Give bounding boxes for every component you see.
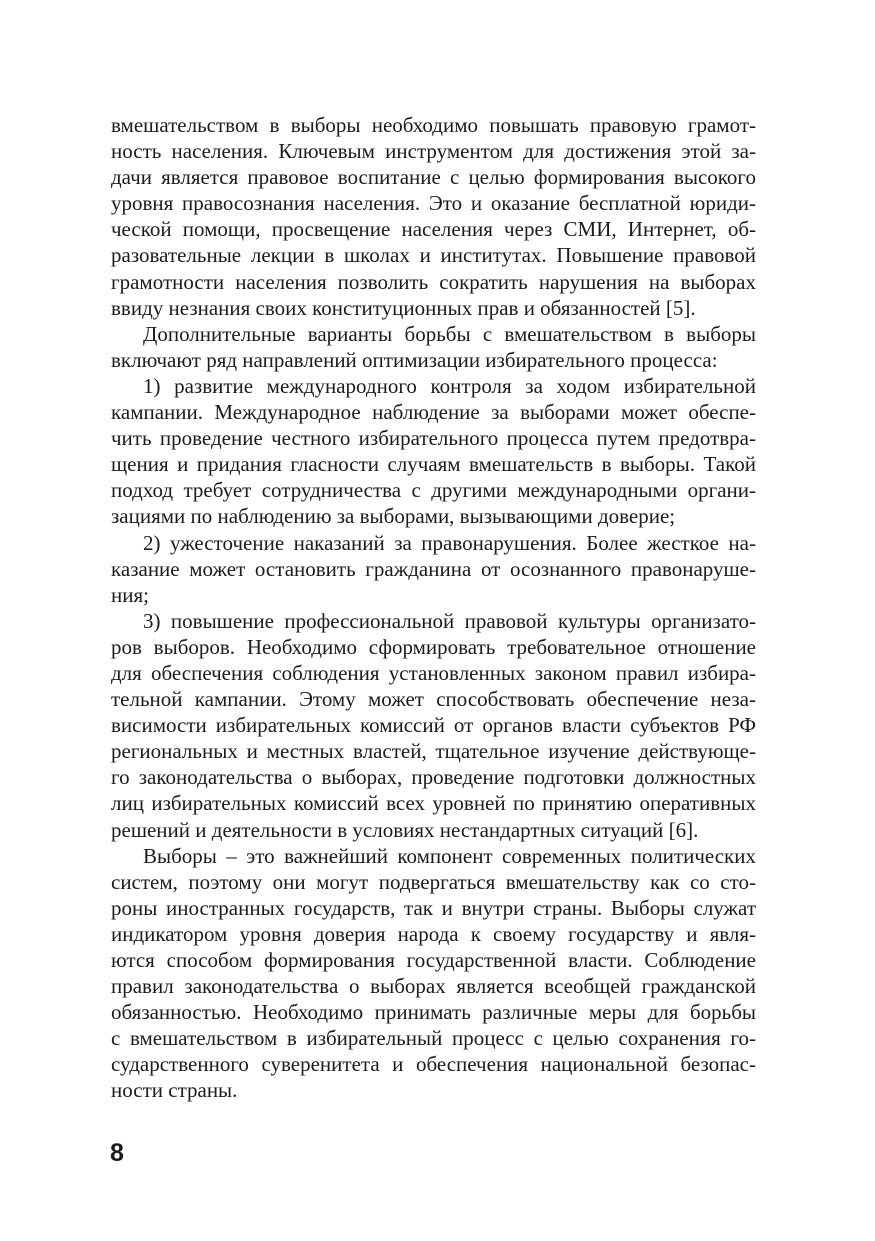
- text-line: висимости избирательных комиссий от органов власти субъектов РФ: [111, 713, 756, 738]
- text-line: тельной кампании. Этому может способствовать обеспечение неза-: [111, 687, 756, 712]
- text-line: 2) ужесточение наказаний за правонарушения. Более жесткое на-: [143, 530, 756, 555]
- page-number: 8: [110, 1139, 124, 1167]
- text-line: Дополнительные варианты борьбы с вмешательством в выборы: [143, 321, 756, 346]
- paragraph: [111, 608, 756, 843]
- text-line: вмешательством в выборы необходимо повышать правовую грамот-: [111, 113, 756, 137]
- text-line: сударственного суверенитета и обеспечения национальной безопас-: [111, 1052, 756, 1077]
- paragraph: [111, 843, 756, 1104]
- text-line: ческой помощи, просвещение населения через СМИ, Интернет, об-: [111, 217, 756, 242]
- text-line: 3) повышение профессиональной правовой культуры организато-: [143, 608, 756, 633]
- body-text: [111, 112, 756, 1104]
- text-line: Выборы – это важнейший компонент современных политических: [143, 843, 756, 868]
- text-line: включают ряд направлений оптимизации избирательного процесса:: [111, 347, 718, 372]
- text-line: подход требует сотрудничества с другими международными органи-: [111, 478, 756, 503]
- text-line: роны иностранных государств, так и внутри страны. Выборы служат: [111, 895, 756, 920]
- text-line: для обеспечения соблюдения установленных законом правил избира-: [111, 660, 756, 685]
- text-line: дачи является правовое воспитание с целью формирования высокого: [111, 165, 756, 190]
- text-line: ния;: [111, 582, 149, 607]
- text-line: ность населения. Ключевым инструментом для достижения этой за-: [111, 139, 756, 164]
- text-line: чить проведение честного избирательного процесса путем предотвра-: [111, 426, 756, 451]
- text-line: обязанностью. Необходимо принимать различные меры для борьбы: [111, 1000, 756, 1025]
- text-line: уровня правосознания населения. Это и оказание бесплатной юриди-: [111, 191, 756, 216]
- text-line: 1) развитие международного контроля за ходом избирательной: [143, 373, 756, 398]
- text-line: лиц избирательных комиссий всех уровней по принятию оперативных: [111, 791, 756, 816]
- text-line: систем, поэтому они могут подвергаться вмешательству как со сто-: [111, 869, 756, 894]
- text-line: ности страны.: [111, 1078, 238, 1103]
- text-line: ются способом формирования государственной власти. Соблюдение: [111, 948, 756, 972]
- text-line: зациями по наблюдению за выборами, вызывающими доверие;: [111, 504, 676, 529]
- text-line: разовательные лекции в школах и институтах. Повышение правовой: [111, 243, 756, 268]
- text-line: кампании. Международное наблюдение за выборами может обеспе-: [111, 400, 756, 425]
- paragraph: [111, 321, 756, 373]
- paragraph: [111, 530, 756, 608]
- text-line: индикатором уровня доверия народа к своему государству и явля-: [111, 921, 756, 946]
- text-line: решений и деятельности в условиях нестандартных ситуаций [6].: [111, 817, 699, 842]
- paragraph: [111, 112, 756, 321]
- text-line: щения и придания гласности случаям вмешательств в выборы. Такой: [111, 452, 756, 477]
- text-line: казание может остановить гражданина от осознанного правонаруше-: [111, 556, 756, 581]
- text-line: региональных и местных властей, тщательное изучение действующе-: [111, 739, 756, 764]
- paragraph: [111, 373, 756, 530]
- text-line: го законодательства о выборах, проведение подготовки должностных: [111, 765, 756, 790]
- text-line: ввиду незнания своих конституционных прав и обязанностей [5].: [111, 295, 696, 320]
- text-line: правил законодательства о выборах является всеобщей гражданской: [111, 974, 756, 999]
- text-line: грамотности населения позволить сократить нарушения на выборах: [111, 269, 756, 294]
- text-line: с вмешательством в избирательный процесс с целью сохранения го-: [111, 1026, 756, 1051]
- text-line: ров выборов. Необходимо сформировать требовательное отношение: [111, 634, 756, 659]
